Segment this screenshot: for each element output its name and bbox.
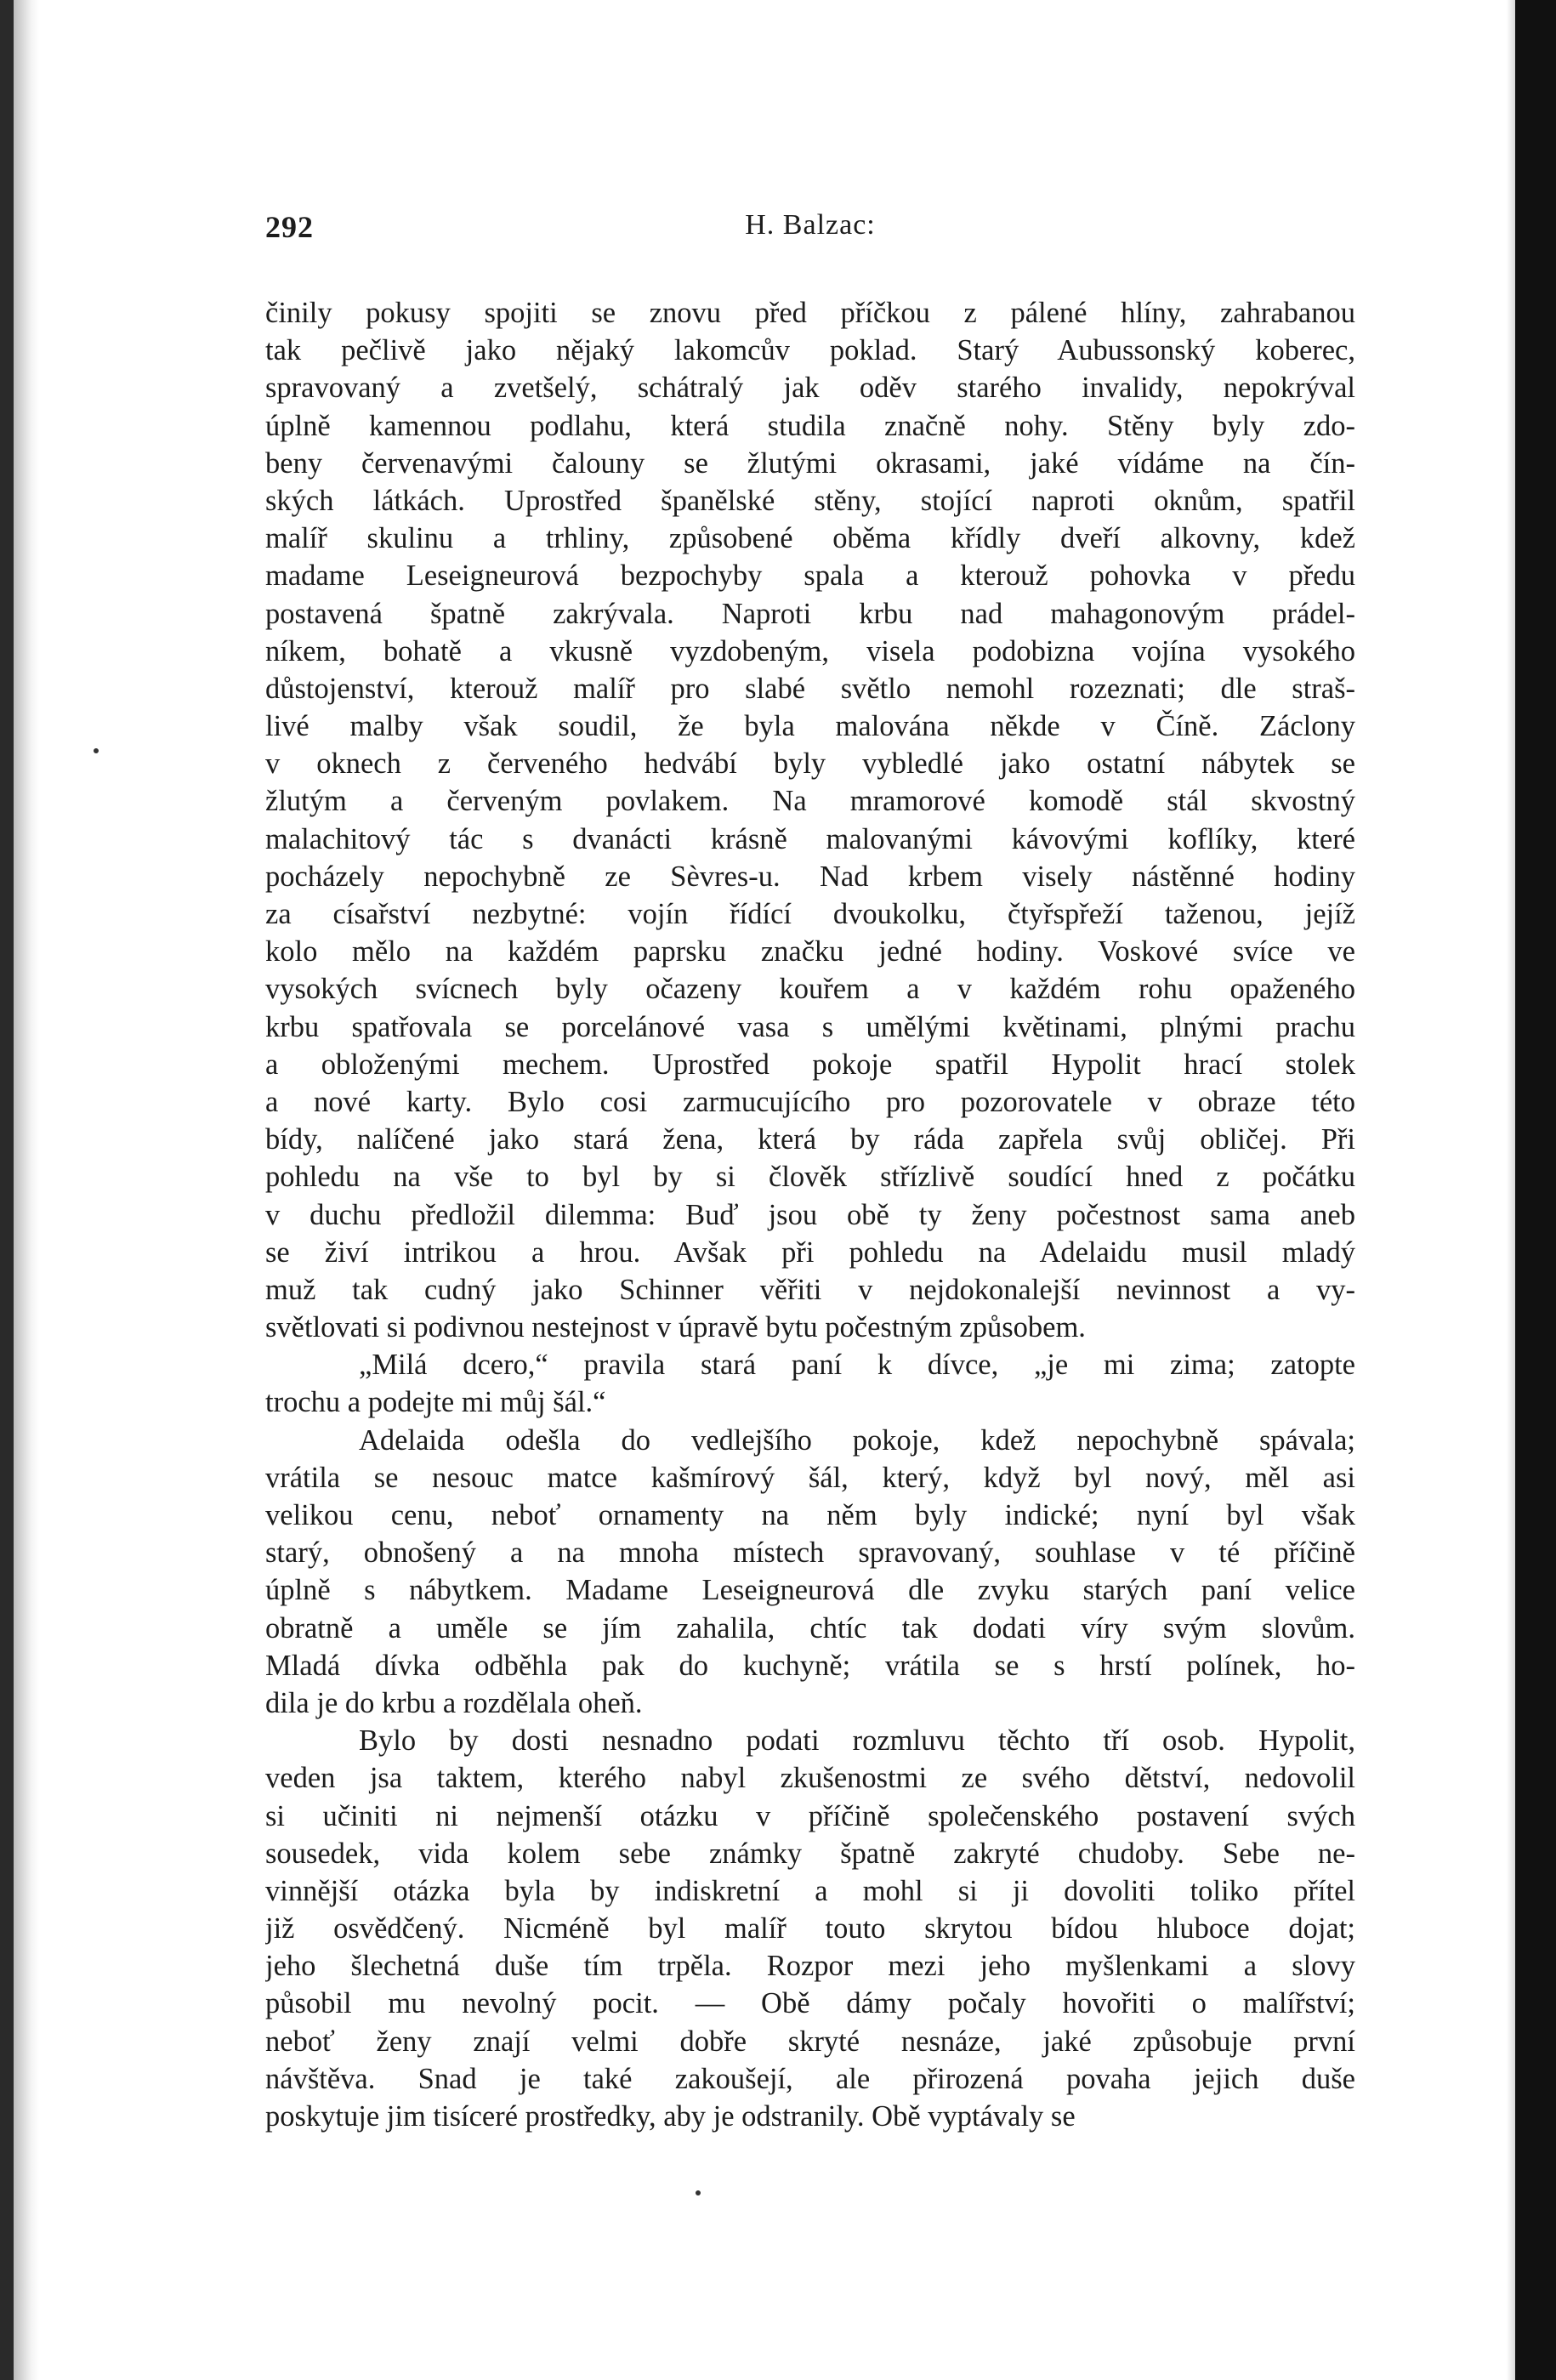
text-line: malachitový tác s dvanácti krásně malovanými kávovými koflíky, které: [265, 822, 1355, 855]
text-line: úplně kamennou podlahu, která studila značně nohy. Stěny byly zdo-: [265, 409, 1355, 442]
text-line: Mladá dívka odběhla pak do kuchyně; vrátila se s hrstí polínek, ho-: [265, 1649, 1355, 1682]
text-line: tak pečlivě jako nějaký lakomcův poklad. Starý Aubussonský koberec,: [265, 334, 1355, 367]
text-line: velikou cenu, neboť ornamenty na něm byly indické; nyní byl však: [265, 1499, 1355, 1531]
text-line: úplně s nábytkem. Madame Leseigneurová dle zvyku starých paní velice: [265, 1574, 1355, 1607]
text-line: jeho šlechetná duše tím trpěla. Rozpor mezi jeho myšlenkami a slovy: [265, 1950, 1355, 1983]
text-line: a obloženými mechem. Uprostřed pokoje spatřil Hypolit hrací stolek: [265, 1048, 1355, 1081]
text-line: „Milá dcero,“ pravila stará paní k dívce, „je mi zima; zatopte: [359, 1349, 1355, 1382]
text-line: beny červenavými čalouny se žlutými okrasami, jaké vídáme na čín-: [265, 446, 1355, 480]
text-line: a nové karty. Bylo cosi zarmucujícího pro pozorovatele v obraze této: [265, 1085, 1355, 1118]
page-speck: [94, 748, 99, 753]
text-line: postavená špatně zakrývala. Naproti krbu nad mahagonovým prádel-: [265, 597, 1355, 630]
text-line: žlutým a červeným povlakem. Na mramorové komodě stál skvostný: [265, 785, 1355, 818]
text-line: důstojenství, kterouž malíř pro slabé světlo nemohl rozeznati; dle straš-: [265, 672, 1355, 705]
text-line: ských látkách. Uprostřed španělské stěny, stojící naproti oknům, spatřil: [265, 484, 1355, 517]
text-line: v oknech z červeného hedvábí byly vybledlé jako ostatní nábytek se: [265, 747, 1355, 781]
text-line: světlovati si podivnou nestejnost v úpravě bytu počestným způsobem.: [265, 1311, 1086, 1344]
scan-border-right: [1515, 0, 1556, 2380]
scan-shadow-right: [1507, 0, 1515, 2380]
text-line: vysokých svícnech byly očazeny kouřem a v každém rohu opaženého: [265, 973, 1355, 1006]
text-line: madame Leseigneurová bezpochyby spala a kterouž pohovka v předu: [265, 559, 1355, 593]
text-line: Bylo by dosti nesnadno podati rozmluvu těchto tří osob. Hypolit,: [359, 1724, 1355, 1758]
text-line: vrátila se nesouc matce kašmírový šál, který, když byl nový, měl asi: [265, 1461, 1355, 1494]
paragraph: [265, 1346, 1355, 1421]
text-line: se živí intrikou a hrou. Avšak při pohledu na Adelaidu musil mladý: [265, 1235, 1355, 1269]
paragraph: [265, 294, 1355, 1346]
text-line: bídy, nalíčené jako stará žena, která by ráda zapřela svůj obličej. Při: [265, 1123, 1355, 1156]
text-line: neboť ženy znají velmi dobře skryté nesnáze, jaké způsobuje první: [265, 2025, 1355, 2058]
running-head: H. Balzac:: [745, 209, 876, 241]
text-line: livé malby však soudil, že byla malována někde v Číně. Záclony: [265, 710, 1355, 743]
text-line: kolo mělo na každém paprsku značku jedné hodiny. Voskové svíce ve: [265, 935, 1355, 968]
scan-border-left: [0, 0, 14, 2380]
text-line: trochu a podejte mi můj šál.“: [265, 1386, 606, 1419]
text-line: návštěva. Snad je také zakoušejí, ale přirozená povaha jejich duše: [265, 2062, 1355, 2095]
text-line: krbu spatřovala se porcelánové vasa s umělými květinami, plnými prachu: [265, 1010, 1355, 1043]
text-line: si učiniti ni nejmenší otázku v příčině společenského postavení svých: [265, 1799, 1355, 1832]
paragraph: [265, 1722, 1355, 2135]
text-line: dila je do krbu a rozdělala oheň.: [265, 1686, 643, 1719]
text-line: v duchu předložil dilemma: Buď jsou obě ty ženy počestnost sama aneb: [265, 1198, 1355, 1231]
text-line: pocházely nepochybně ze Sèvres-u. Nad krbem visely nástěnné hodiny: [265, 860, 1355, 893]
text-line: Adelaida odešla do vedlejšího pokoje, kdež nepochybně spávala;: [359, 1423, 1355, 1457]
text-line: působil mu nevolný pocit. — Obě dámy počaly hovořiti o malířství;: [265, 1987, 1355, 2020]
text-line: muž tak cudný jako Schinner věřiti v nejdokonalejší nevinnost a vy-: [265, 1273, 1355, 1306]
page-header: [265, 209, 1355, 252]
text-line: malíř skulinu a trhliny, způsobené oběma křídly dveří alkovny, kdež: [265, 522, 1355, 555]
text-line: vinnější otázka byla by indiskretní a mohl si ji dovoliti toliko přítel: [265, 1874, 1355, 1907]
text-line: poskytuje jim tisíceré prostředky, aby je odstranily. Obě vyptávaly se: [265, 2100, 1076, 2133]
text-line: spravovaný a zvetšelý, schátralý jak oděv starého invalidy, nepokrýval: [265, 372, 1355, 405]
body-text: [265, 294, 1355, 2135]
text-line: obratně a uměle se jím zahalila, chtíc tak dodati víry svým slovům.: [265, 1611, 1355, 1644]
text-line: starý, obnošený a na mnoha místech spravovaný, souhlase v té příčině: [265, 1536, 1355, 1570]
paragraph: [265, 1422, 1355, 1723]
text-line: sousedek, vida kolem sebe známky špatně zakryté chudoby. Sebe ne-: [265, 1837, 1355, 1870]
text-line: pohledu na vše to byl by si člověk střízlivě soudící hned z počátku: [265, 1161, 1355, 1194]
page-speck: [696, 2190, 701, 2195]
page-number: 292: [265, 210, 314, 244]
text-line: níkem, bohatě a vkusně vyzdobeným, visela podobizna vojína vysokého: [265, 634, 1355, 667]
text-line: již osvědčený. Nicméně byl malíř touto skrytou bídou hluboce dojat;: [265, 1912, 1355, 1945]
text-line: za císařství nezbytné: vojín řídící dvoukolku, čtyřspřeží taženou, jejíž: [265, 898, 1355, 930]
text-line: veden jsa taktem, kterého nabyl zkušenostmi ze svého dětství, nedovolil: [265, 1762, 1355, 1795]
text-line: činily pokusy spojiti se znovu před příčkou z pálené hlíny, zahrabanou: [265, 297, 1355, 329]
scan-shadow-left: [14, 0, 39, 2380]
